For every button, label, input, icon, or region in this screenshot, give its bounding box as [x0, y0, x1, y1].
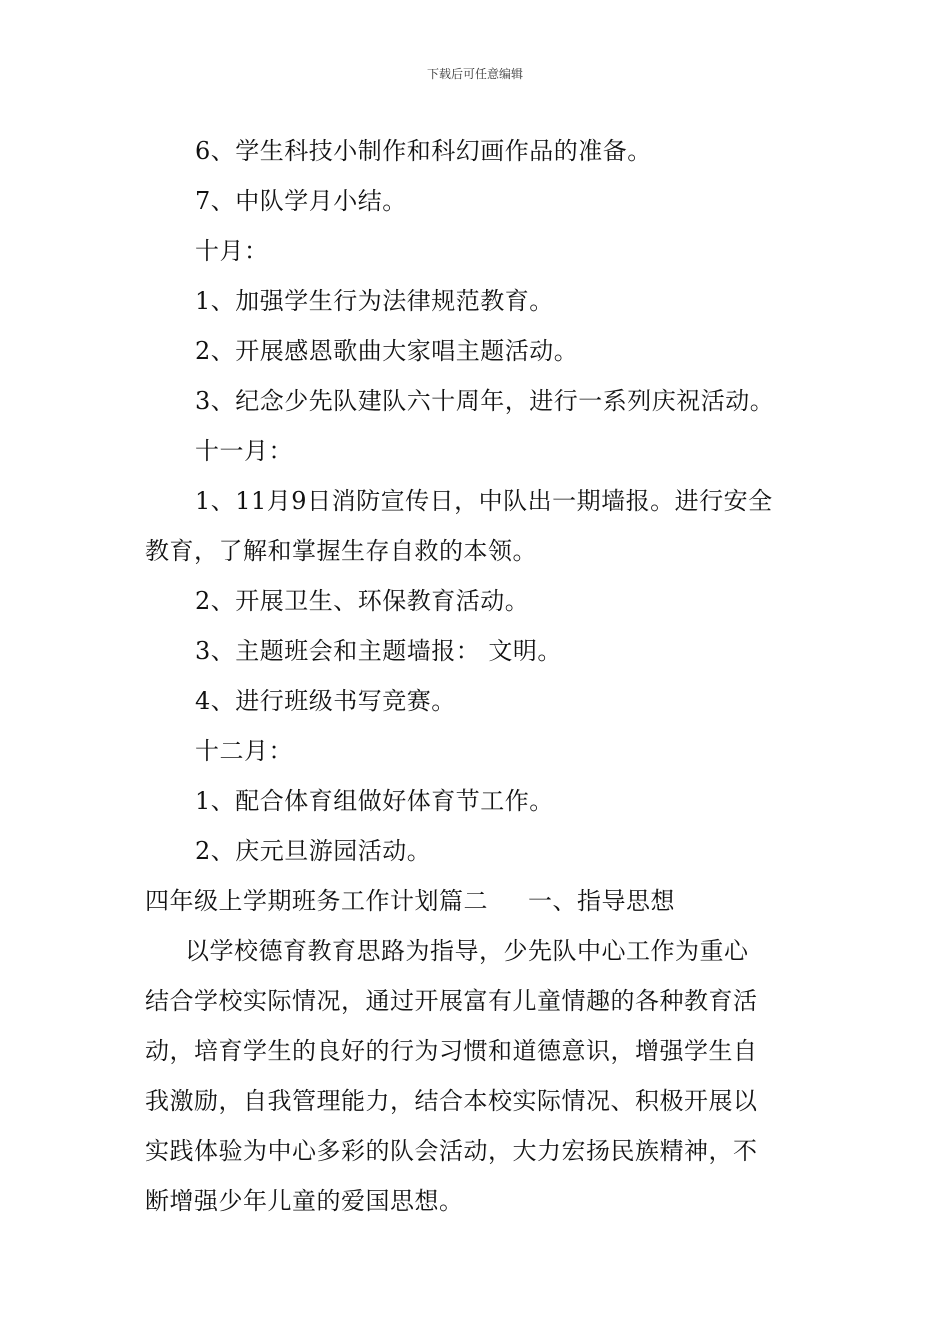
section-title: 一、指导思想	[528, 887, 675, 915]
list-item: 1、配合体育组做好体育节工作。	[195, 787, 554, 815]
paragraph-line: 断增强少年儿童的爱国思想。	[145, 1187, 464, 1215]
page-header-note: 下载后可任意编辑	[426, 67, 523, 81]
month-heading: 十一月：	[195, 437, 293, 465]
document-title: 四年级上学期班务工作计划篇二	[145, 887, 488, 915]
list-item: 2、庆元旦游园活动。	[195, 837, 432, 865]
list-item: 2、开展感恩歌曲大家唱主题活动。	[195, 337, 579, 365]
list-item: 7、中队学月小结。	[195, 187, 407, 215]
list-item: 6、学生科技小制作和科幻画作品的准备。	[195, 137, 652, 165]
document-body	[145, 126, 810, 1226]
list-item: 3、主题班会和主题墙报： 文明。	[195, 637, 562, 665]
list-item: 1、加强学生行为法律规范教育。	[195, 287, 554, 315]
month-heading: 十二月：	[195, 737, 293, 765]
list-item: 2、开展卫生、环保教育活动。	[195, 587, 530, 615]
section-heading	[145, 876, 810, 926]
month-heading: 十月：	[195, 237, 269, 265]
list-item: 4、进行班级书写竞赛。	[195, 687, 456, 715]
paragraph-line: 结合学校实际情况，通过开展富有儿童情趣的各种教育活	[145, 987, 758, 1015]
list-item: 1、11月9日消防宣传日，中队出一期墙报。进行安全	[195, 487, 773, 515]
paragraph-line: 以学校德育教育思路为指导，少先队中心工作为重心	[185, 937, 749, 965]
paragraph-line: 实践体验为中心多彩的队会活动，大力宏扬民族精神，不	[145, 1137, 758, 1165]
paragraph-line: 动，培育学生的良好的行为习惯和道德意识，增强学生自	[145, 1037, 758, 1065]
list-item: 3、纪念少先队建队六十周年，进行一系列庆祝活动。	[195, 387, 775, 415]
list-item-continuation: 教育，了解和掌握生存自救的本领。	[145, 537, 537, 565]
paragraph-line: 我激励，自我管理能力，结合本校实际情况、积极开展以	[145, 1087, 758, 1115]
